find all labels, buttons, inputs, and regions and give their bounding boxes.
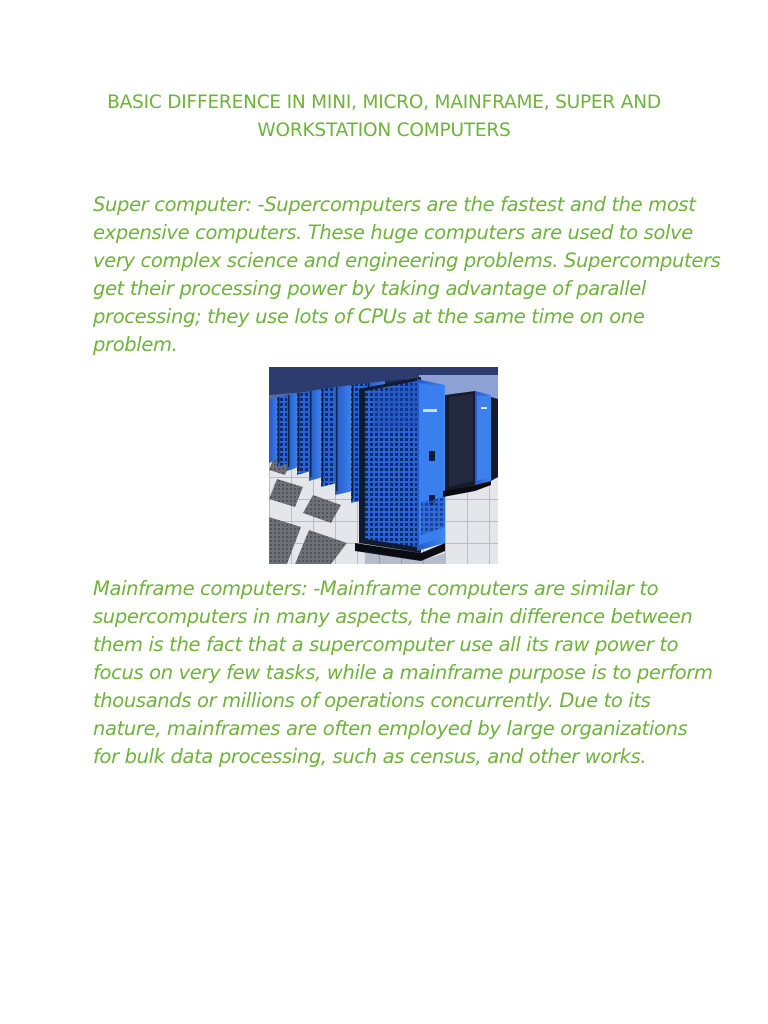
- document-title: [92, 89, 676, 144]
- mainframe-paragraph: [93, 575, 713, 771]
- paragraph-line: for bulk data processing, such as census, and other works.: [93, 745, 647, 768]
- paragraph-line: problem.: [93, 333, 178, 356]
- paragraph-line: expensive computers. These huge computers are used to solve: [93, 221, 693, 244]
- paragraph-line: processing; they use lots of CPUs at the same time on one: [93, 305, 645, 328]
- title-line: WORKSTATION COMPUTERS: [257, 119, 511, 141]
- paragraph-line: thousands or millions of operations concurrently. Due to its: [93, 689, 651, 712]
- paragraph-line: Super computer: -Supercomputers are the fastest and the most: [93, 193, 696, 216]
- paragraph-line: them is the fact that a supercomputer use all its raw power to: [93, 633, 679, 656]
- paragraph-line: Mainframe computers: -Mainframe computers are similar to: [93, 577, 659, 600]
- paragraph-line: very complex science and engineering problems. Supercomputers: [93, 249, 721, 272]
- paragraph-line: nature, mainframes are often employed by large organizations: [93, 717, 688, 740]
- paragraph-line: supercomputers in many aspects, the main difference between: [93, 605, 693, 628]
- paragraph-line: get their processing power by taking advantage of parallel: [93, 277, 646, 300]
- paragraph-line: focus on very few tasks, while a mainframe purpose is to perform: [93, 661, 713, 684]
- supercomputer-photo: [269, 367, 498, 564]
- super-computer-paragraph: [93, 191, 721, 359]
- title-line: BASIC DIFFERENCE IN MINI, MICRO, MAINFRAME, SUPER AND: [107, 92, 661, 113]
